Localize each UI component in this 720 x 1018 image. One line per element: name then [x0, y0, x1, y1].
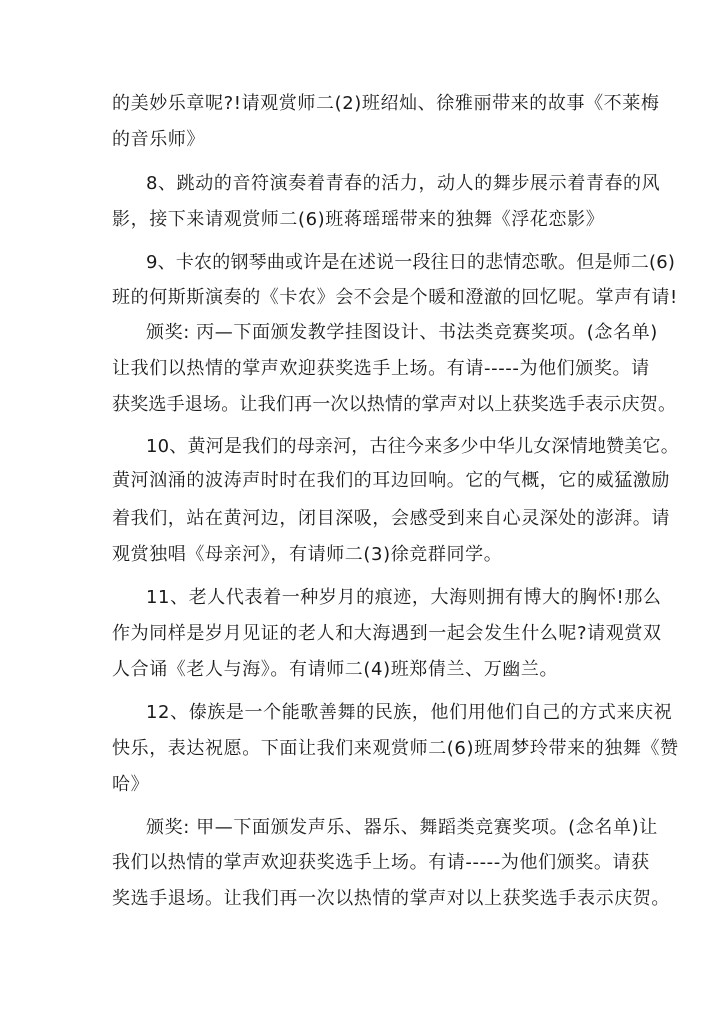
text-line: 快乐，表达祝愿。下面让我们来观赏师二(6)班周梦玲带来的独舞《赞: [112, 738, 679, 759]
text-line: 人合诵《老人与海》。有请师二(4)班郑倩兰、万幽兰。: [112, 659, 559, 680]
text-line: 10、黄河是我们的母亲河，古往今来多少中华儿女深情地赞美它。: [146, 436, 679, 457]
text-line: 我们以热情的掌声欢迎获奖选手上场。有请-----为他们颁奖。请获: [112, 852, 650, 873]
text-line: 奖选手退场。让我们再一次以热情的掌声对以上获奖选手表示庆贺。: [112, 888, 670, 909]
text-line: 观赏独唱《母亲河》，有请师二(3)徐竞群同学。: [112, 544, 503, 565]
text-line: 颁奖: 甲—下面颁发声乐、器乐、舞蹈类竞赛奖项。(念名单)让: [146, 817, 658, 838]
text-line: 哈》: [112, 774, 150, 795]
text-line: 作为同样是岁月见证的老人和大海遇到一起会发生什么呢?请观赏双: [112, 623, 662, 644]
text-line: 班的何斯斯演奏的《卡农》会不会是个暖和澄澈的回忆呢。掌声有请!: [112, 287, 678, 308]
text-line: 影，接下来请观赏师二(6)班蒋瑶瑶带来的独舞《浮花恋影》: [112, 209, 605, 230]
text-line: 8、跳动的音符演奏着青春的活力，动人的舞步展示着青春的风: [146, 173, 661, 194]
text-line: 的音乐师》: [112, 129, 205, 150]
text-line: 颁奖: 丙—下面颁发教学挂图设计、书法类竞赛奖项。(念名单): [146, 322, 658, 343]
text-line: 获奖选手退场。让我们再一次以热情的掌声对以上获奖选手表示庆贺。: [112, 394, 677, 415]
text-line: 9、卡农的钢琴曲或许是在述说一段往日的悲情恋歌。但是师二(6): [146, 252, 676, 273]
text-line: 的美妙乐章呢?!请观赏师二(2)班绍灿、徐雅丽带来的故事《不莱梅: [112, 93, 660, 114]
text-line: 让我们以热情的掌声欢迎获奖选手上场。有请-----为他们颁奖。请: [112, 358, 650, 379]
text-line: 黄河汹涌的波涛声时时在我们的耳边回响。它的气概，它的威猛激励: [112, 470, 670, 491]
text-line: 着我们，站在黄河边，闭目深吸，会感受到来自心灵深处的澎湃。请: [112, 508, 670, 529]
text-line: 11、老人代表着一种岁月的痕迹，大海则拥有博大的胸怀!那么: [146, 587, 662, 608]
text-line: 12、傣族是一个能歌善舞的民族，他们用他们自己的方式来庆祝: [146, 702, 673, 723]
